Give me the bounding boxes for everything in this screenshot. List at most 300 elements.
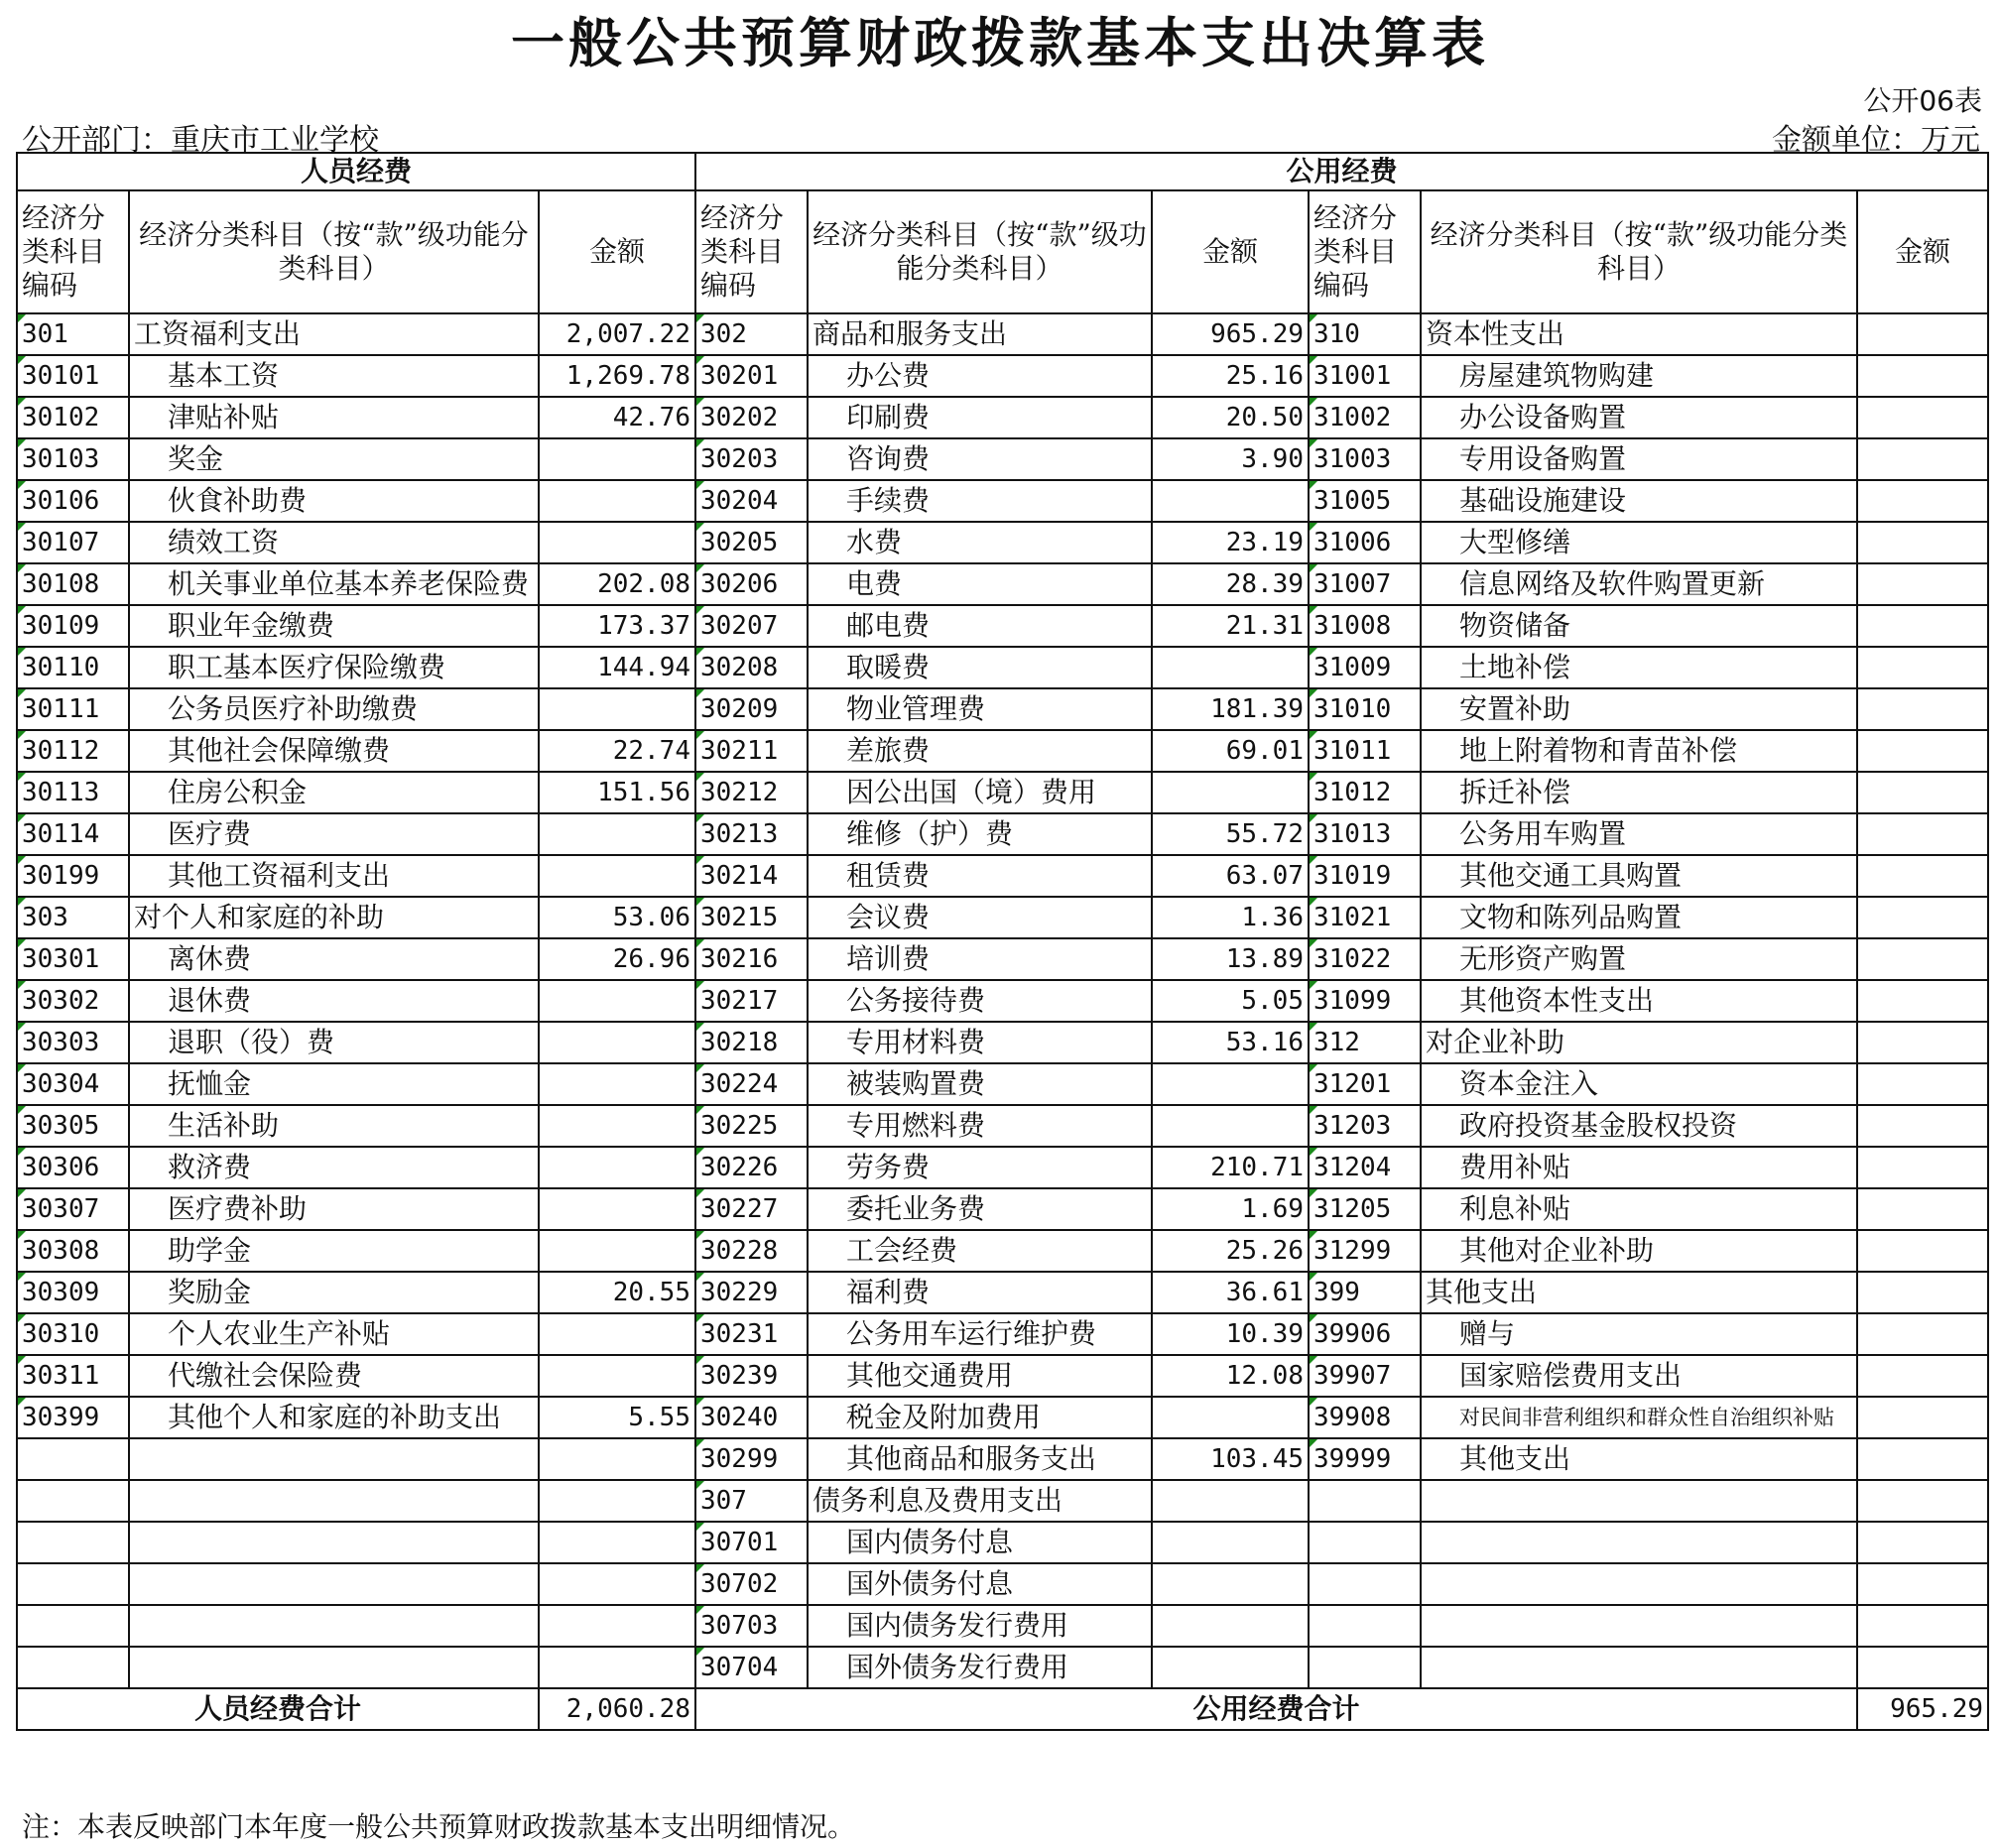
item-code: 30203 <box>695 438 808 480</box>
table-row <box>17 1063 1988 1105</box>
public-total-label: 公用经费合计 <box>695 1688 1857 1730</box>
item-code <box>17 1605 129 1647</box>
item-name: 税金及附加费用 <box>808 1397 1152 1438</box>
item-name: 住房公积金 <box>129 772 539 813</box>
item-name <box>129 1480 539 1522</box>
item-code: 399 <box>1309 1272 1421 1313</box>
item-code: 31007 <box>1309 563 1421 605</box>
item-amount <box>1857 938 1988 980</box>
item-amount <box>539 813 695 855</box>
item-code <box>17 1522 129 1563</box>
item-name <box>129 1647 539 1688</box>
item-code: 30310 <box>17 1313 129 1355</box>
item-amount <box>1857 1313 1988 1355</box>
item-amount: 20.55 <box>539 1272 695 1313</box>
item-name: 委托业务费 <box>808 1188 1152 1230</box>
item-amount <box>539 1480 695 1522</box>
item-code: 312 <box>1309 1022 1421 1063</box>
personnel-total-label: 人员经费合计 <box>17 1688 539 1730</box>
item-code: 31201 <box>1309 1063 1421 1105</box>
item-amount: 1.36 <box>1152 897 1309 938</box>
table-row <box>17 855 1988 897</box>
amount-header: 金额 <box>1857 190 1988 313</box>
item-code: 31299 <box>1309 1230 1421 1272</box>
item-name: 文物和陈列品购置 <box>1421 897 1857 938</box>
name-header: 经济分类科目（按“款”级功能分类科目） <box>808 190 1152 313</box>
item-code: 30211 <box>695 730 808 772</box>
item-code: 30701 <box>695 1522 808 1563</box>
item-amount <box>1857 980 1988 1022</box>
item-name: 退休费 <box>129 980 539 1022</box>
item-amount <box>1857 563 1988 605</box>
table-row <box>17 1563 1988 1605</box>
item-amount: 53.06 <box>539 897 695 938</box>
item-name: 津贴补贴 <box>129 397 539 438</box>
item-code: 30309 <box>17 1272 129 1313</box>
item-code: 30239 <box>695 1355 808 1397</box>
item-code: 39906 <box>1309 1313 1421 1355</box>
item-name: 退职（役）费 <box>129 1022 539 1063</box>
item-name: 因公出国（境）费用 <box>808 772 1152 813</box>
item-amount: 5.05 <box>1152 980 1309 1022</box>
item-name: 公务员医疗补助缴费 <box>129 688 539 730</box>
item-code: 303 <box>17 897 129 938</box>
item-name: 专用设备购置 <box>1421 438 1857 480</box>
item-code: 30304 <box>17 1063 129 1105</box>
item-amount <box>1857 1188 1988 1230</box>
item-code: 30217 <box>695 980 808 1022</box>
item-code: 30108 <box>17 563 129 605</box>
item-code: 301 <box>17 313 129 355</box>
item-name: 房屋建筑物购建 <box>1421 355 1857 397</box>
item-amount <box>539 688 695 730</box>
table-row <box>17 1230 1988 1272</box>
item-code: 31022 <box>1309 938 1421 980</box>
item-code: 30208 <box>695 647 808 688</box>
item-code: 30231 <box>695 1313 808 1355</box>
item-code <box>1309 1605 1421 1647</box>
item-name: 公务接待费 <box>808 980 1152 1022</box>
item-name: 其他支出 <box>1421 1438 1857 1480</box>
item-name <box>129 1522 539 1563</box>
item-amount <box>539 855 695 897</box>
table-row <box>17 1022 1988 1063</box>
item-amount <box>1152 647 1309 688</box>
item-amount: 13.89 <box>1152 938 1309 980</box>
item-name: 职业年金缴费 <box>129 605 539 647</box>
item-code: 30199 <box>17 855 129 897</box>
table-row <box>17 1313 1988 1355</box>
amount-header: 金额 <box>1152 190 1309 313</box>
item-amount <box>539 1605 695 1647</box>
item-amount <box>1857 647 1988 688</box>
footnote: 注：本表反映部门本年度一般公共预算财政拨款基本支出明细情况。 <box>22 1810 856 1843</box>
item-code: 30201 <box>695 355 808 397</box>
item-code: 31021 <box>1309 897 1421 938</box>
item-amount <box>1152 1480 1309 1522</box>
item-code: 39908 <box>1309 1397 1421 1438</box>
item-amount <box>1857 313 1988 355</box>
item-code: 30114 <box>17 813 129 855</box>
item-amount: 23.19 <box>1152 522 1309 563</box>
item-amount <box>539 1063 695 1105</box>
item-amount: 36.61 <box>1152 1272 1309 1313</box>
item-amount <box>539 1188 695 1230</box>
item-amount <box>539 522 695 563</box>
item-amount <box>1857 397 1988 438</box>
item-code: 30704 <box>695 1647 808 1688</box>
item-name: 奖金 <box>129 438 539 480</box>
item-name: 个人农业生产补贴 <box>129 1313 539 1355</box>
table-row <box>17 438 1988 480</box>
item-code: 31001 <box>1309 355 1421 397</box>
item-amount: 42.76 <box>539 397 695 438</box>
item-name: 商品和服务支出 <box>808 313 1152 355</box>
table-row <box>17 1105 1988 1147</box>
item-amount <box>539 1147 695 1188</box>
amount-header: 金额 <box>539 190 695 313</box>
table-row <box>17 897 1988 938</box>
item-amount <box>1152 1605 1309 1647</box>
item-amount <box>1857 1230 1988 1272</box>
item-code <box>17 1647 129 1688</box>
item-amount <box>539 480 695 522</box>
item-code: 31205 <box>1309 1188 1421 1230</box>
table-row <box>17 772 1988 813</box>
item-name: 费用补贴 <box>1421 1147 1857 1188</box>
item-amount <box>539 1105 695 1147</box>
item-amount <box>539 1522 695 1563</box>
item-name: 资本性支出 <box>1421 313 1857 355</box>
item-amount <box>1152 1063 1309 1105</box>
item-name <box>1421 1480 1857 1522</box>
item-amount <box>1857 897 1988 938</box>
item-amount: 22.74 <box>539 730 695 772</box>
item-name: 其他交通工具购置 <box>1421 855 1857 897</box>
department-label: 公开部门：重庆市工业学校 <box>22 123 379 158</box>
item-name: 大型修缮 <box>1421 522 1857 563</box>
item-amount <box>539 1022 695 1063</box>
table-row <box>17 1355 1988 1397</box>
item-name: 培训费 <box>808 938 1152 980</box>
item-code: 30302 <box>17 980 129 1022</box>
item-amount: 55.72 <box>1152 813 1309 855</box>
table-row <box>17 688 1988 730</box>
item-amount <box>1857 1480 1988 1522</box>
item-code: 30218 <box>695 1022 808 1063</box>
item-amount <box>1857 1355 1988 1397</box>
item-name: 专用材料费 <box>808 1022 1152 1063</box>
item-amount <box>1857 480 1988 522</box>
item-amount <box>1857 1605 1988 1647</box>
table-row <box>17 605 1988 647</box>
item-code: 30215 <box>695 897 808 938</box>
item-amount <box>1152 1563 1309 1605</box>
item-amount <box>1857 1272 1988 1313</box>
item-name: 差旅费 <box>808 730 1152 772</box>
item-name: 土地补偿 <box>1421 647 1857 688</box>
item-name <box>1421 1522 1857 1563</box>
item-name: 其他个人和家庭的补助支出 <box>129 1397 539 1438</box>
item-code: 30226 <box>695 1147 808 1188</box>
table-row <box>17 1272 1988 1313</box>
item-name: 国内债务付息 <box>808 1522 1152 1563</box>
item-name: 代缴社会保险费 <box>129 1355 539 1397</box>
item-name: 工资福利支出 <box>129 313 539 355</box>
item-name: 租赁费 <box>808 855 1152 897</box>
item-amount <box>1857 813 1988 855</box>
item-name: 信息网络及软件购置更新 <box>1421 563 1857 605</box>
item-amount <box>1152 1522 1309 1563</box>
name-header: 经济分类科目（按“款”级功能分类科目） <box>129 190 539 313</box>
item-code: 31008 <box>1309 605 1421 647</box>
item-name: 维修（护）费 <box>808 813 1152 855</box>
item-name: 利息补贴 <box>1421 1188 1857 1230</box>
item-code: 30111 <box>17 688 129 730</box>
item-code: 39907 <box>1309 1355 1421 1397</box>
code-header: 经济分类科目编码 <box>17 190 129 313</box>
item-name: 安置补助 <box>1421 688 1857 730</box>
item-amount <box>1857 855 1988 897</box>
item-name: 拆迁补偿 <box>1421 772 1857 813</box>
table-row <box>17 980 1988 1022</box>
item-amount: 181.39 <box>1152 688 1309 730</box>
item-name: 公务用车购置 <box>1421 813 1857 855</box>
item-name: 其他商品和服务支出 <box>808 1438 1152 1480</box>
table-row <box>17 397 1988 438</box>
table-row <box>17 1647 1988 1688</box>
item-code: 30399 <box>17 1397 129 1438</box>
item-name: 国外债务发行费用 <box>808 1647 1152 1688</box>
item-name: 助学金 <box>129 1230 539 1272</box>
item-name: 手续费 <box>808 480 1152 522</box>
item-amount: 103.45 <box>1152 1438 1309 1480</box>
item-code: 30209 <box>695 688 808 730</box>
table-row <box>17 1480 1988 1522</box>
item-name: 其他社会保障缴费 <box>129 730 539 772</box>
item-code: 30207 <box>695 605 808 647</box>
item-name: 抚恤金 <box>129 1063 539 1105</box>
item-name: 对企业补助 <box>1421 1022 1857 1063</box>
item-code: 307 <box>695 1480 808 1522</box>
item-amount <box>539 980 695 1022</box>
item-code: 30299 <box>695 1438 808 1480</box>
item-amount <box>1857 1063 1988 1105</box>
code-header: 经济分类科目编码 <box>695 190 808 313</box>
item-amount <box>1857 1522 1988 1563</box>
item-amount <box>1857 1647 1988 1688</box>
item-name: 取暖费 <box>808 647 1152 688</box>
item-code: 30212 <box>695 772 808 813</box>
item-amount: 10.39 <box>1152 1313 1309 1355</box>
item-code: 30202 <box>695 397 808 438</box>
item-name: 基础设施建设 <box>1421 480 1857 522</box>
item-code: 30112 <box>17 730 129 772</box>
item-amount: 3.90 <box>1152 438 1309 480</box>
item-name: 咨询费 <box>808 438 1152 480</box>
name-header: 经济分类科目（按“款”级功能分类科目） <box>1421 190 1857 313</box>
expenditure-table <box>16 152 1989 1731</box>
item-amount: 965.29 <box>1152 313 1309 355</box>
item-name: 赠与 <box>1421 1313 1857 1355</box>
item-code: 31005 <box>1309 480 1421 522</box>
item-name: 福利费 <box>808 1272 1152 1313</box>
item-name: 专用燃料费 <box>808 1105 1152 1147</box>
item-name <box>1421 1647 1857 1688</box>
item-amount <box>1857 1563 1988 1605</box>
item-code: 30106 <box>17 480 129 522</box>
item-code: 30214 <box>695 855 808 897</box>
item-amount: 173.37 <box>539 605 695 647</box>
item-code: 30301 <box>17 938 129 980</box>
item-amount: 69.01 <box>1152 730 1309 772</box>
item-code <box>1309 1480 1421 1522</box>
item-name: 其他支出 <box>1421 1272 1857 1313</box>
item-name: 会议费 <box>808 897 1152 938</box>
table-row <box>17 1397 1988 1438</box>
public-total-amount: 965.29 <box>1857 1688 1988 1730</box>
item-code: 31010 <box>1309 688 1421 730</box>
item-name <box>129 1438 539 1480</box>
item-amount: 1.69 <box>1152 1188 1309 1230</box>
item-amount: 1,269.78 <box>539 355 695 397</box>
personnel-section-header: 人员经费 <box>17 153 695 190</box>
table-row <box>17 1147 1988 1188</box>
item-code: 30113 <box>17 772 129 813</box>
item-name: 救济费 <box>129 1147 539 1188</box>
item-amount <box>1857 1438 1988 1480</box>
item-amount <box>539 438 695 480</box>
item-code: 30229 <box>695 1272 808 1313</box>
item-code: 31009 <box>1309 647 1421 688</box>
item-amount <box>1857 688 1988 730</box>
item-code: 30306 <box>17 1147 129 1188</box>
item-amount: 151.56 <box>539 772 695 813</box>
public-section-header: 公用经费 <box>695 153 1988 190</box>
item-code: 30101 <box>17 355 129 397</box>
item-name: 物资储备 <box>1421 605 1857 647</box>
item-amount: 5.55 <box>539 1397 695 1438</box>
item-name: 电费 <box>808 563 1152 605</box>
item-name: 绩效工资 <box>129 522 539 563</box>
item-code: 30702 <box>695 1563 808 1605</box>
item-name: 医疗费 <box>129 813 539 855</box>
item-amount: 144.94 <box>539 647 695 688</box>
item-code: 30102 <box>17 397 129 438</box>
item-name: 邮电费 <box>808 605 1152 647</box>
item-name: 对个人和家庭的补助 <box>129 897 539 938</box>
item-name <box>129 1563 539 1605</box>
item-amount: 20.50 <box>1152 397 1309 438</box>
item-amount: 53.16 <box>1152 1022 1309 1063</box>
table-row <box>17 1522 1988 1563</box>
table-row <box>17 1438 1988 1480</box>
item-amount <box>1152 480 1309 522</box>
item-name: 国内债务发行费用 <box>808 1605 1152 1647</box>
item-code: 30225 <box>695 1105 808 1147</box>
item-code: 30109 <box>17 605 129 647</box>
item-name: 地上附着物和青苗补偿 <box>1421 730 1857 772</box>
item-amount <box>539 1230 695 1272</box>
table-row <box>17 522 1988 563</box>
item-code: 30240 <box>695 1397 808 1438</box>
item-code: 39999 <box>1309 1438 1421 1480</box>
item-amount <box>1857 605 1988 647</box>
item-name: 离休费 <box>129 938 539 980</box>
item-name: 被装购置费 <box>808 1063 1152 1105</box>
item-code <box>1309 1563 1421 1605</box>
item-code: 31006 <box>1309 522 1421 563</box>
item-code: 31203 <box>1309 1105 1421 1147</box>
item-code: 31012 <box>1309 772 1421 813</box>
item-amount: 202.08 <box>539 563 695 605</box>
item-name <box>1421 1563 1857 1605</box>
item-code: 310 <box>1309 313 1421 355</box>
item-name: 职工基本医疗保险缴费 <box>129 647 539 688</box>
table-row <box>17 1188 1988 1230</box>
item-amount <box>1857 522 1988 563</box>
item-name: 政府投资基金股权投资 <box>1421 1105 1857 1147</box>
item-code: 30303 <box>17 1022 129 1063</box>
item-name: 资本金注入 <box>1421 1063 1857 1105</box>
table-row <box>17 563 1988 605</box>
item-amount: 25.16 <box>1152 355 1309 397</box>
item-amount <box>539 1647 695 1688</box>
item-amount <box>1152 1105 1309 1147</box>
item-name: 奖励金 <box>129 1272 539 1313</box>
item-name: 基本工资 <box>129 355 539 397</box>
item-amount <box>1152 1647 1309 1688</box>
item-name: 其他工资福利支出 <box>129 855 539 897</box>
item-name: 办公设备购置 <box>1421 397 1857 438</box>
item-amount <box>1857 355 1988 397</box>
item-name: 其他对企业补助 <box>1421 1230 1857 1272</box>
item-name <box>129 1605 539 1647</box>
item-name: 国外债务付息 <box>808 1563 1152 1605</box>
item-code: 30107 <box>17 522 129 563</box>
item-name: 劳务费 <box>808 1147 1152 1188</box>
item-amount: 12.08 <box>1152 1355 1309 1397</box>
table-row <box>17 480 1988 522</box>
item-code: 30216 <box>695 938 808 980</box>
item-code: 31019 <box>1309 855 1421 897</box>
table-row <box>17 730 1988 772</box>
item-code: 30703 <box>695 1605 808 1647</box>
item-code: 30110 <box>17 647 129 688</box>
item-amount <box>1857 730 1988 772</box>
item-code: 30307 <box>17 1188 129 1230</box>
item-amount: 63.07 <box>1152 855 1309 897</box>
table-number: 公开06表 <box>1863 84 1982 117</box>
item-code: 31204 <box>1309 1147 1421 1188</box>
item-code: 30205 <box>695 522 808 563</box>
item-name: 对民间非营利组织和群众性自治组织补贴 <box>1421 1397 1857 1438</box>
item-name: 工会经费 <box>808 1230 1152 1272</box>
item-code: 302 <box>695 313 808 355</box>
item-amount <box>1152 772 1309 813</box>
item-name: 物业管理费 <box>808 688 1152 730</box>
table-row <box>17 355 1988 397</box>
item-name: 生活补助 <box>129 1105 539 1147</box>
table-row <box>17 938 1988 980</box>
item-amount <box>539 1313 695 1355</box>
item-name: 办公费 <box>808 355 1152 397</box>
item-name: 印刷费 <box>808 397 1152 438</box>
page-title: 一般公共预算财政拨款基本支出决算表 <box>511 11 1489 74</box>
item-amount: 28.39 <box>1152 563 1309 605</box>
item-code <box>1309 1522 1421 1563</box>
item-amount: 21.31 <box>1152 605 1309 647</box>
